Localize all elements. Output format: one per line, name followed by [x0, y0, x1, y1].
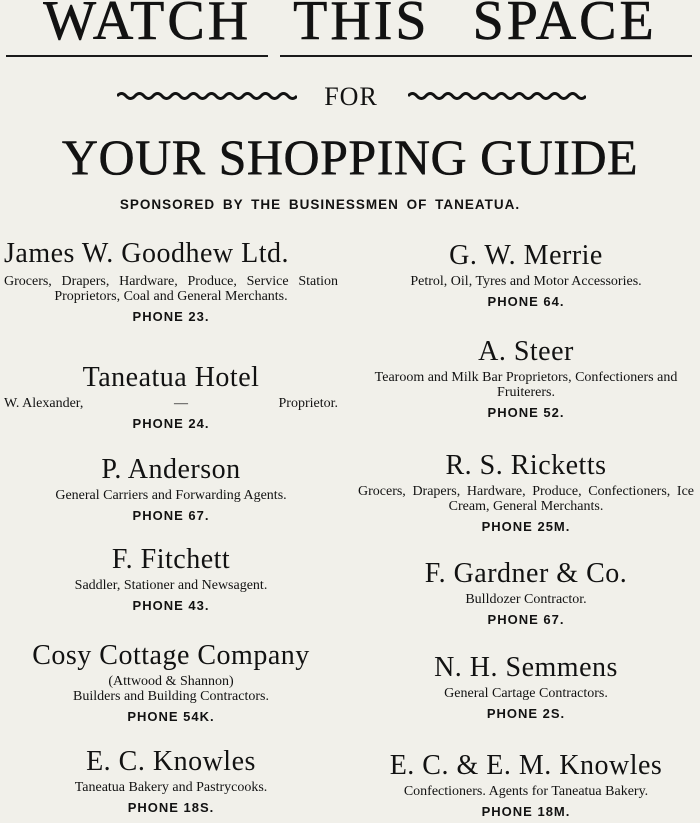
business-description: Bulldozer Contractor.	[465, 592, 587, 607]
business-description: Petrol, Oil, Tyres and Motor Accessories.	[410, 274, 642, 289]
wavy-ornament-right	[408, 91, 586, 101]
listing-gardner	[358, 558, 694, 627]
business-description-2: Builders and Building Contractors.	[73, 689, 269, 704]
business-name: James W. Goodhew Ltd.	[4, 238, 290, 269]
listing-cosy-cottage	[4, 640, 338, 724]
listing-steer	[358, 336, 694, 420]
business-phone: PHONE 43.	[132, 598, 210, 613]
heading-rule-right	[280, 55, 692, 57]
business-name: G. W. Merrie	[449, 240, 603, 271]
proprietor-line	[4, 396, 338, 411]
business-description: Confectioners. Agents for Taneatua Bakery.	[403, 784, 649, 799]
business-phone: PHONE 52.	[487, 405, 565, 420]
heading-rule-left	[6, 55, 268, 57]
business-name: Taneatua Hotel	[82, 362, 260, 393]
business-phone: PHONE 18M.	[481, 804, 571, 819]
listing-fitchett	[4, 544, 338, 613]
business-phone: PHONE 18S.	[127, 800, 215, 815]
business-description: Saddler, Stationer and Newsagent.	[74, 578, 268, 593]
proprietor-title: Proprietor.	[278, 396, 338, 411]
business-phone: PHONE 67.	[487, 612, 565, 627]
business-name: F. Gardner & Co.	[424, 558, 628, 589]
proprietor-dash: —	[173, 396, 188, 411]
business-name: N. H. Semmens	[434, 652, 618, 683]
listing-ricketts	[358, 450, 694, 534]
business-name: R. S. Ricketts	[445, 450, 607, 481]
business-phone: PHONE 23.	[132, 309, 210, 324]
for-row	[0, 82, 700, 112]
listing-goodhew	[4, 238, 338, 324]
business-phone: PHONE 25M.	[481, 519, 571, 534]
business-name: E. C. Knowles	[86, 746, 256, 777]
sponsor-line: SPONSORED BY THE BUSINESSMEN OF TANEATUA.	[119, 197, 521, 212]
for-label: FOR	[324, 82, 378, 111]
listing-merrie	[358, 240, 694, 309]
business-description: General Cartage Contractors.	[444, 686, 608, 701]
listing-taneatua-hotel	[4, 362, 338, 431]
listing-anderson	[4, 454, 338, 523]
proprietor-name: W. Alexander,	[4, 396, 84, 411]
business-phone: PHONE 64.	[487, 294, 565, 309]
business-description: (Attwood & Shannon)	[108, 674, 234, 689]
listing-ec-em-knowles	[358, 750, 694, 819]
listing-semmens	[358, 652, 694, 721]
business-phone: PHONE 24.	[132, 416, 210, 431]
business-name: E. C. & E. M. Knowles	[389, 750, 663, 781]
business-name: F. Fitchett	[111, 544, 231, 575]
business-name: Cosy Cottage Company	[32, 640, 310, 671]
business-name: P. Anderson	[101, 454, 241, 485]
shopping-guide-heading: YOUR SHOPPING GUIDE	[61, 129, 639, 185]
business-description: Tearoom and Milk Bar Proprietors, Confectioners and Fruiterers.	[374, 370, 678, 400]
business-name: A. Steer	[478, 336, 574, 367]
business-description: General Carriers and Forwarding Agents.	[55, 488, 287, 503]
watch-this-space-heading: WATCH THIS SPACE	[43, 0, 657, 52]
business-description: Grocers, Drapers, Hardware, Produce, Service Station Proprietors, Coal and General Merchants.	[4, 274, 338, 304]
business-phone: PHONE 54K.	[127, 709, 215, 724]
business-description: Taneatua Bakery and Pastrycooks.	[74, 780, 268, 795]
business-phone: PHONE 67.	[132, 508, 210, 523]
business-phone: PHONE 2S.	[486, 706, 566, 721]
wavy-ornament-left	[117, 91, 297, 101]
business-description: Grocers, Drapers, Hardware, Produce, Confectioners, Ice Cream, General Merchants.	[358, 484, 694, 514]
listing-ec-knowles	[4, 746, 338, 815]
